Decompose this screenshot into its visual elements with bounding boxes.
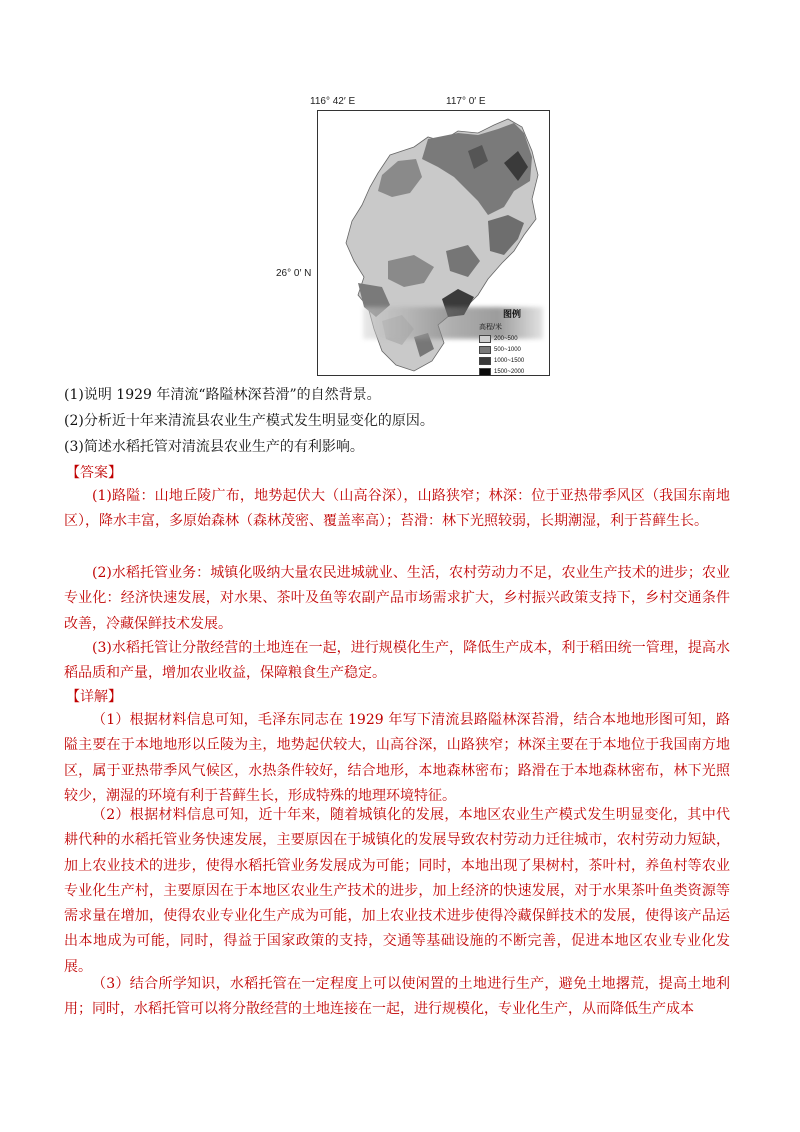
answer-2: (2)水稻托管业务：城镇化吸纳大量农民进城就业、生活，农村劳动力不足，农业生产技术的进步；农业专业化：经济快速发展，对水果、茶叶及鱼等农副产品市场需求扩大，乡村振兴政策支持下，乡村交通条件改善，冷藏保鲜技术发展。 bbox=[64, 565, 730, 632]
question-3: (3)简述水稻托管对清流县农业生产的有利影响。 bbox=[64, 439, 364, 455]
legend-title: 图例 bbox=[503, 309, 522, 319]
topographic-map bbox=[276, 96, 556, 380]
longitude-label-right: 117° 0′ E bbox=[446, 96, 486, 107]
legend-item bbox=[479, 357, 549, 365]
legend-swatch bbox=[479, 368, 491, 376]
detail-heading: 【详解】 bbox=[66, 689, 122, 705]
legend-swatch bbox=[479, 357, 491, 365]
answer-heading: 【答案】 bbox=[66, 465, 122, 481]
legend-item bbox=[479, 368, 549, 376]
answer-3: (3)水稻托管让分散经营的土地连在一起，进行规模化生产，降低生产成本，利于稻田统一管理，提高水稻品质和产量，增加农业收益，保障粮食生产稳定。 bbox=[64, 640, 730, 682]
detail-3: （3）结合所学知识，水稻托管在一定程度上可以使闲置的土地进行生产，避免土地撂荒，提高土地利用；同时，水稻托管可以将分散经营的土地连接在一起，进行规模化，专业化生产，从而降低生产成本 bbox=[64, 976, 730, 1018]
legend-label: 200~500 bbox=[494, 336, 518, 342]
question-1: (1)说明 1929 年清流“路隘林深苔滑”的自然背景。 bbox=[64, 387, 381, 403]
map-legend bbox=[479, 307, 549, 376]
latitude-label: 26° 0′ N bbox=[276, 268, 312, 279]
legend-label: 500~1000 bbox=[494, 347, 521, 353]
question-2: (2)分析近十年来清流县农业生产模式发生明显变化的原因。 bbox=[64, 413, 434, 429]
legend-item bbox=[479, 335, 549, 343]
answer-1: (1)路隘：山地丘陵广布，地势起伏大（山高谷深），山路狭窄；林深：位于亚热带季风区（我国东南地区），降水丰富，多原始森林（森林茂密、覆盖率高）；苔滑：林下光照较弱，长期潮湿，利于苔藓生长。 bbox=[64, 488, 730, 530]
legend-unit: 高程/米 bbox=[479, 324, 502, 331]
legend-label: 1500~2000 bbox=[494, 369, 525, 375]
longitude-label-left: 116° 42′ E bbox=[310, 96, 356, 107]
legend-swatch bbox=[479, 335, 491, 343]
legend-label: 1000~1500 bbox=[494, 358, 525, 364]
legend-item bbox=[479, 346, 549, 354]
detail-1: （1）根据材料信息可知，毛泽东同志在 1929 年写下清流县路隘林深苔滑，结合本地地形图可知，路隘主要在于本地地形以丘陵为主，地势起伏较大，山高谷深，山路狭窄；林深主要在于本地位于我国南方地区，属于亚热带季风气候区，水热条件较好，结合地形，本地森林密布；路滑在于本地森林密布，林下光照较少，潮湿的环境有利于苔藓生长，形成特殊的地理环境特征。 bbox=[64, 712, 730, 804]
legend-swatch bbox=[479, 346, 491, 354]
detail-2: （2）根据材料信息可知，近十年来，随着城镇化的发展，本地区农业生产模式发生明显变化，其中代耕代种的水稻托管业务快速发展，主要原因在于城镇化的发展导致农村劳动力迁往城市，农村劳动力短缺，加上农业技术的进步，使得水稻托管业务发展成为可能；同时，本地出现了果树村，茶叶村，养鱼村等农业专业化生产村，主要原因在于本地区农业生产技术的进步，加上经济的快速发展，对于水果茶叶鱼类资源等需求量在增加，使得农业专业化生产成为可能，加上农业技术进步使得冷藏保鲜技术的发展，使得该产品运出本地成为可能，同时，得益于国家政策的支持，交通等基础设施的不断完善，促进本地区农业专业化发展。 bbox=[64, 807, 730, 975]
map-frame bbox=[317, 110, 550, 376]
